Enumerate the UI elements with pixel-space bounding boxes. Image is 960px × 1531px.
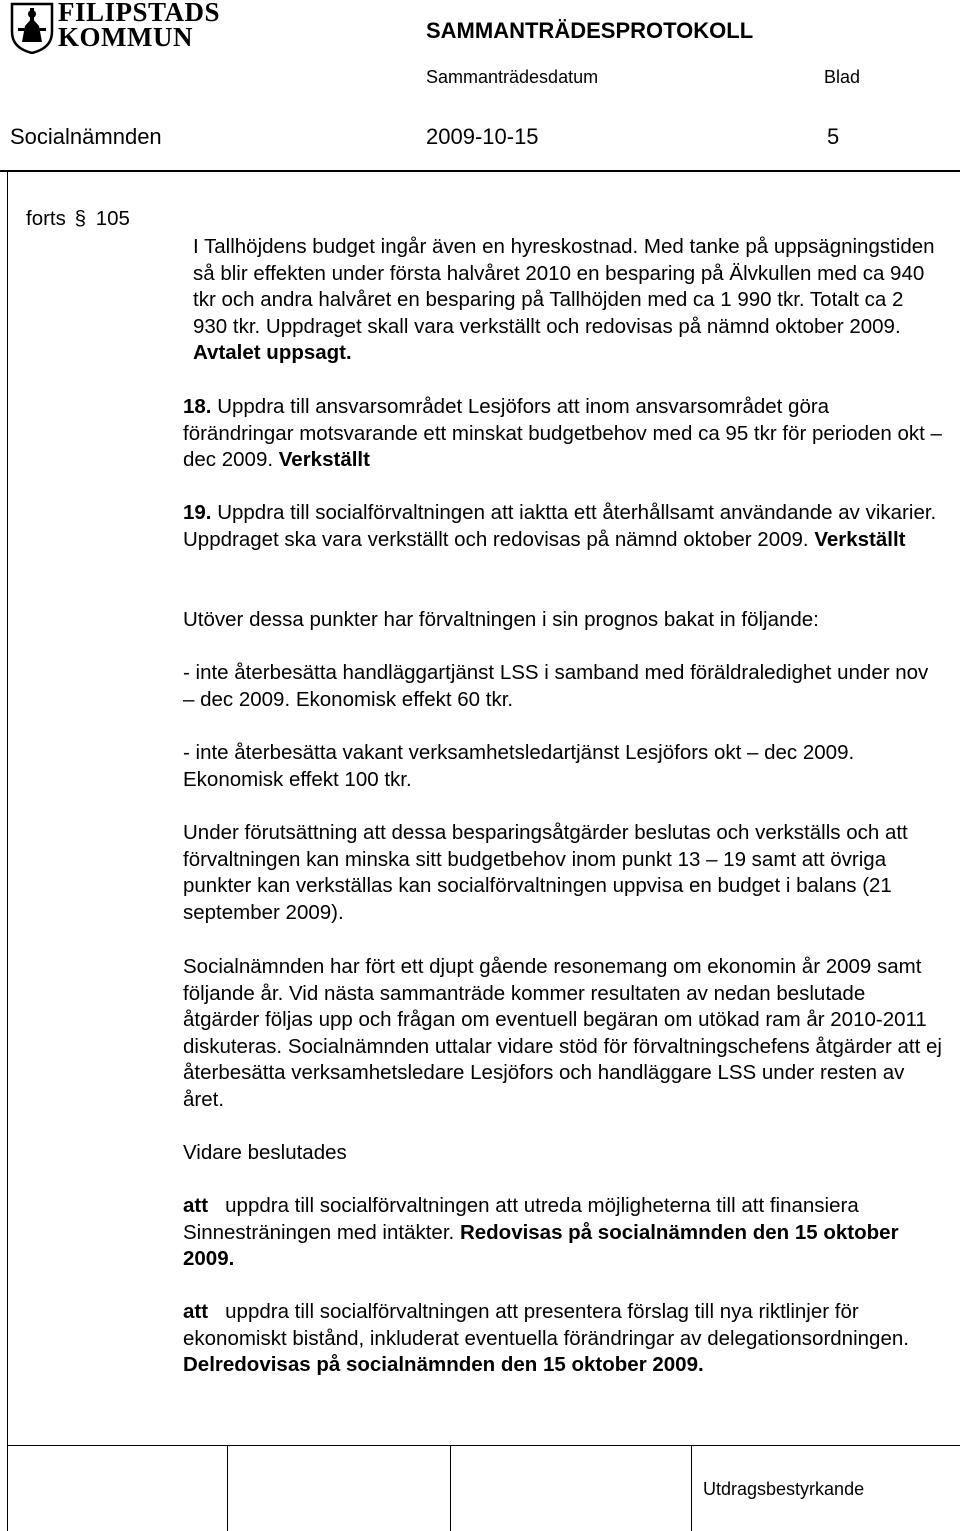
decision-item: att uppdra till socialförvaltningen att presentera förslag till nya riktlinjer för ekonomiskt bistånd, inkluderat eventuella förändringar av delegationsordningen. Delredovisas på socialnämnden den 15 oktober 2009. [183,1300,909,1376]
meeting-date: 2009-10-15 [426,124,539,149]
header-divider [0,170,960,172]
paragraph-discussion: Socialnämnden har fört ett djupt gående resonemang om ekonomin år 2009 samt följande år. Vid nästa sammanträde kommer resultaten av nedan beslutade åtgärder följas upp och frågan om eventuell begäran om utökad ram år 2010-2011 diskuteras. Socialnämnden uttalar vidare stöd för förvaltningschefens åtgärder att ej återbesätta verksamhetsledare Lesjöfors och handläggare LSS under resten av året. [183,955,942,1111]
coat-of-arms-icon [10,2,54,54]
document-type: SAMMANTRÄDESPROTOKOLL [426,18,754,43]
footer-cell-divider [227,1445,228,1531]
paragraph-rent-cost: I Tallhöjdens budget ingår även en hyreskostnad. Med tanke på uppsägningstiden så blir effekten under första halvåret 2010 en besparing på Älvkullen med ca 940 tkr och andra halvåret en besparing på Tallhöjden med ca 1 990 tkr. Totalt ca 2 930 tkr. Uppdraget skall vara verkställt och redovisas på nämnd oktober 2009. Avtalet uppsagt. [193,235,935,364]
municipality-logo [10,0,221,54]
page-label: Blad [824,67,861,87]
paragraph-condition: Under förutsättning att dessa besparingsåtgärder beslutas och verkställs och att förvaltningen kan minska sitt budgetbehov inom punkt 13 – 19 samt att övriga punkter kan verkställas kan socialförvaltningen uppvisa en budget i balans (21 september 2009). [183,821,908,924]
page-number: 5 [827,124,840,149]
decision-item: att uppdra till socialförvaltningen att utreda möjligheterna till att finansiera Sinnesträningen med intäkter. Redovisas på socialnämnden den 15 oktober 2009. [183,1194,899,1270]
footer-cell-divider [691,1445,692,1531]
footer-cell-divider [450,1445,451,1531]
certification-label: Utdragsbestyrkande [703,1479,865,1499]
section-reference: forts § 105 [26,207,130,230]
committee-name: Socialnämnden [10,124,162,149]
meeting-date-label: Sammanträdesdatum [426,67,599,87]
list-item: - inte återbesätta handläggartjänst LSS i samband med föräldraledighet under nov – dec 2009. Ekonomisk effekt 60 tkr. [183,661,929,711]
left-margin-rule [7,172,8,1531]
footer-divider [7,1445,960,1446]
item-18: 18. Uppdra till ansvarsområdet Lesjöfors att inom ansvarsområdet göra förändringar motsvarande ett minskat budgetbehov med ca 95 tkr för perioden okt – dec 2009. Verkställt [183,395,942,471]
item-19: 19. Uppdra till socialförvaltningen att iaktta ett återhållsamt användande av vikarier. Uppdraget ska vara verkställt och redovisas på nämnd oktober 2009. Verkställt [183,501,937,551]
list-item: - inte återbesätta vakant verksamhetsledartjänst Lesjöfors okt – dec 2009. Ekonomisk effekt 100 tkr. [183,741,855,791]
logo-wordmark: FILIPSTADS KOMMUN [58,0,221,52]
paragraph-intro: Utöver dessa punkter har förvaltningen i sin prognos bakat in följande: [183,608,819,631]
paragraph-further-decided: Vidare beslutades [183,1141,347,1164]
